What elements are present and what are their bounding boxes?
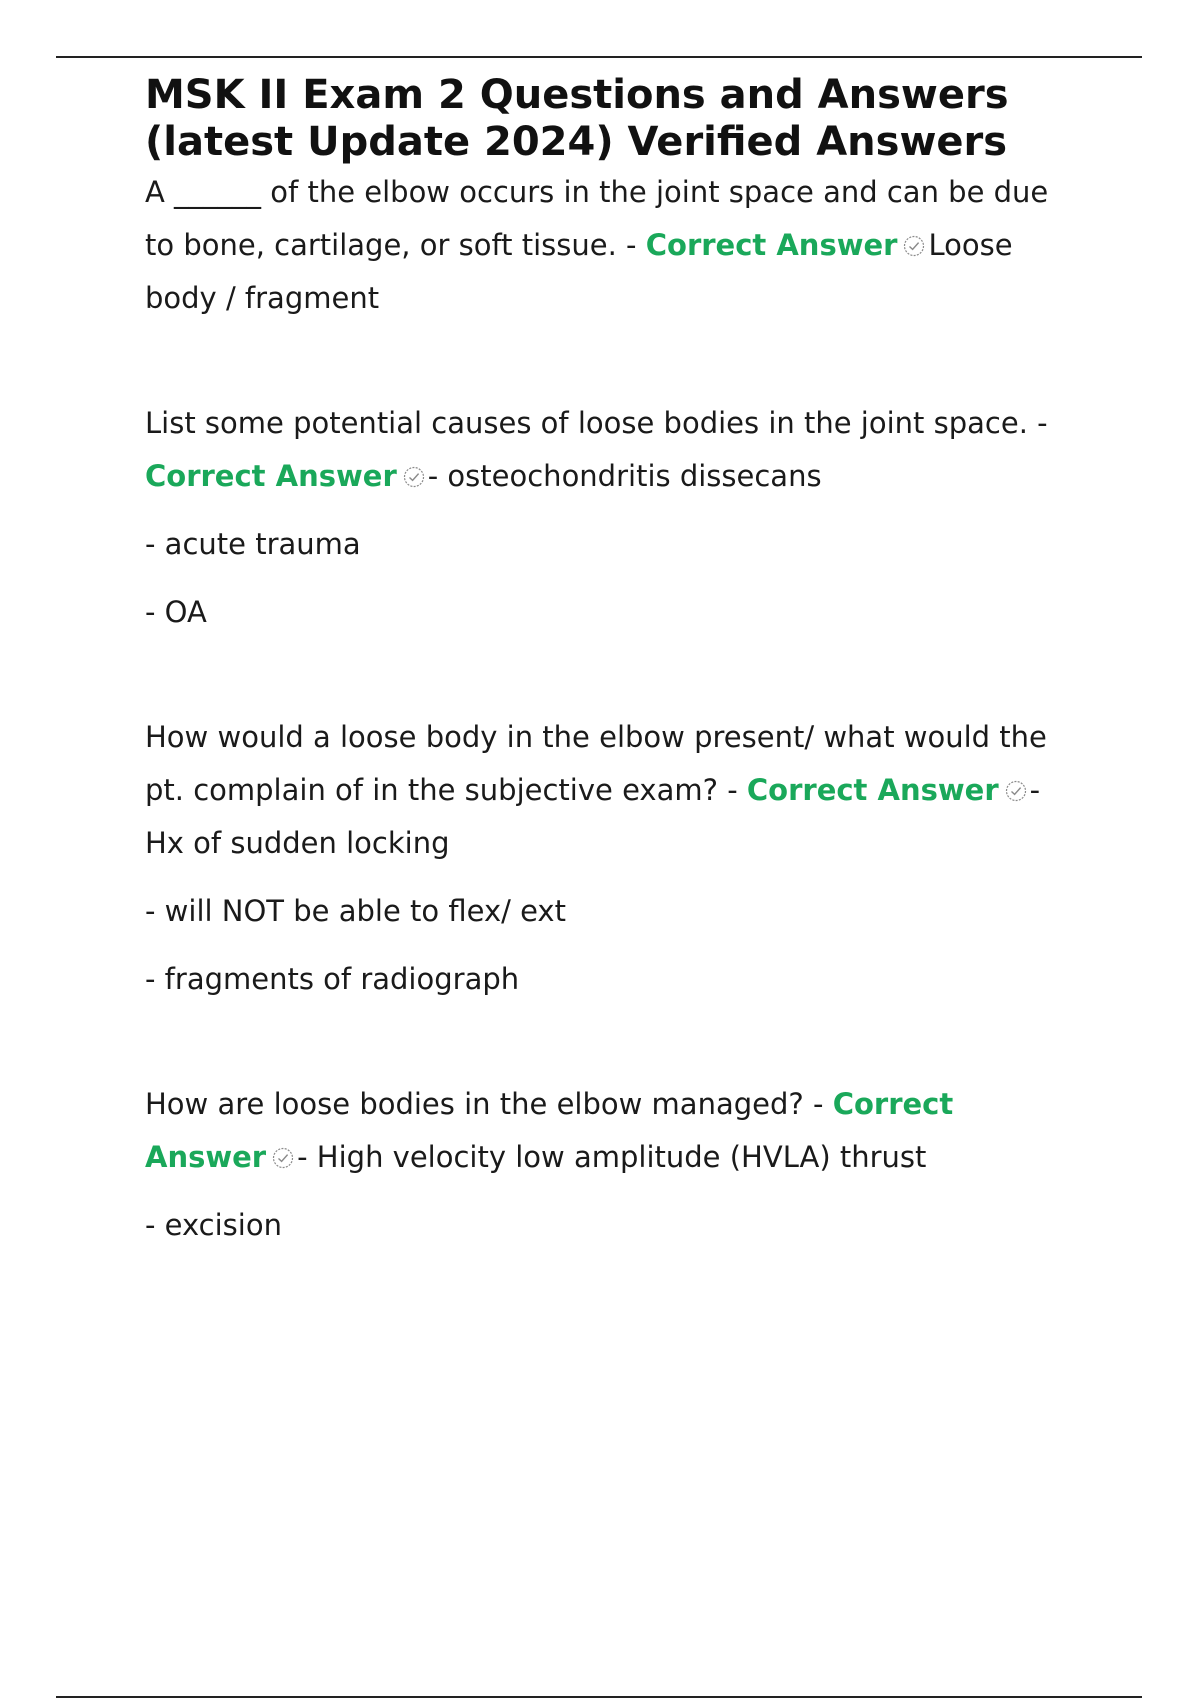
question-3-line-2-text: pt. complain of in the subjective exam? - (145, 773, 747, 807)
title-line-2: (latest Update 2024) Verified Answers (145, 119, 1008, 165)
correct-answer-label: Correct Answer (746, 773, 999, 807)
qa-item-1 (145, 166, 1095, 325)
question-1-line-2-text: to bone, cartilage, or soft tissue. - (145, 228, 646, 262)
top-rule (56, 56, 1142, 58)
qa-2-text (145, 397, 1095, 503)
question-1-line-1: A ______ of the elbow occurs in the joint space and can be due (145, 175, 1049, 209)
bullet-item: - OA (145, 595, 207, 629)
bullet-item: - excision (145, 1208, 282, 1242)
question-1-line-2 (145, 219, 1095, 272)
answer-1-text: Loose (928, 228, 1013, 262)
correct-answer-label-part-1: Correct (832, 1087, 954, 1121)
bullet-item: - fragments of radiograph (145, 962, 520, 996)
bullet-item: - acute trauma (145, 527, 361, 561)
check-badge-icon (403, 466, 425, 488)
qa-item-3 (145, 711, 1095, 1006)
qa-3-text (145, 711, 1095, 870)
check-badge-icon (903, 235, 925, 257)
answer-1-continued: body / fragment (145, 281, 380, 315)
qa-1-text (145, 166, 1095, 325)
qa-4-text (145, 1078, 1095, 1184)
check-badge-icon (1005, 780, 1027, 802)
answer-3-continued: Hx of sudden locking (145, 826, 450, 860)
correct-answer-label: Correct Answer (645, 228, 898, 262)
check-badge-icon (272, 1147, 294, 1169)
answer-2-line (145, 450, 1095, 503)
bullet-item: - will NOT be able to flex/ ext (145, 894, 566, 928)
qa-item-4 (145, 1078, 1095, 1252)
document-body (145, 72, 1095, 1252)
correct-answer-label: Correct Answer (145, 459, 397, 493)
answer-4-line (145, 1131, 1095, 1184)
document-title (145, 72, 1095, 166)
answer-2-text: - osteochondritis dissecans (427, 459, 822, 493)
answer-4-text: - High velocity low amplitude (HVLA) thrust (297, 1140, 927, 1174)
question-3-line-1: How would a loose body in the elbow present/ what would the (145, 720, 1047, 754)
bottom-rule (56, 1696, 1142, 1698)
question-4-line-1-text: How are loose bodies in the elbow managed? - (145, 1087, 833, 1121)
title-line-1: MSK II Exam 2 Questions and Answers (145, 72, 1009, 118)
question-4-line-1 (145, 1078, 1095, 1131)
question-2-line-1: List some potential causes of loose bodies in the joint space. - (145, 406, 1048, 440)
question-3-line-2 (145, 764, 1095, 817)
qa-item-2 (145, 397, 1095, 639)
correct-answer-label-part-2: Answer (145, 1140, 267, 1174)
answer-3-dash: - (1029, 773, 1041, 807)
